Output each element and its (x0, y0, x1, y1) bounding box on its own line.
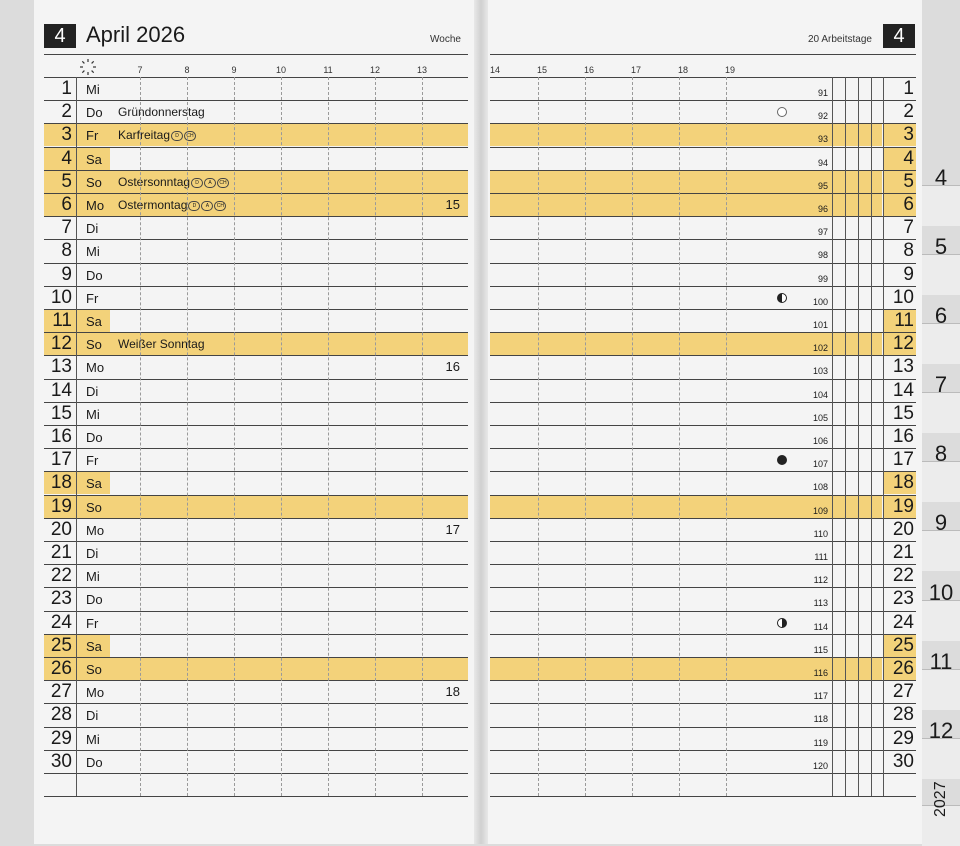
day-number-right: 6 (903, 194, 914, 215)
day-of-year: 119 (813, 738, 828, 748)
note-column-line (883, 77, 884, 796)
holiday-label: Ostermontag (118, 198, 188, 212)
row-divider-right (490, 587, 916, 588)
day-number-right: 9 (903, 264, 914, 285)
day-number: 5 (61, 171, 72, 192)
row-divider-right (490, 286, 916, 287)
month-tab-label: 11 (929, 649, 953, 674)
hour-label: 15 (536, 65, 547, 75)
day-of-year: 107 (812, 459, 828, 469)
week-label: Woche (430, 34, 461, 45)
row-divider-right (490, 100, 916, 101)
day-number-right: 14 (892, 380, 914, 401)
month-tab[interactable] (922, 530, 960, 571)
row-divider-left (44, 286, 468, 287)
month-number-right: 4 (883, 24, 915, 48)
calendar-week-number: 18 (445, 684, 460, 699)
month-tab[interactable] (922, 392, 960, 433)
weekday: Mi (86, 407, 100, 422)
hour-label: 8 (184, 65, 190, 75)
row-divider-left (44, 564, 468, 565)
day-number: 20 (50, 519, 72, 540)
holiday-highlight-left (44, 496, 468, 518)
day-of-year: 93 (817, 134, 828, 144)
holiday-name (118, 333, 205, 355)
header-rule-right (490, 54, 916, 55)
row-divider-right (490, 750, 916, 751)
weekday: So (86, 175, 102, 190)
row-divider-left (44, 355, 468, 356)
hour-gridline (281, 77, 282, 796)
day-number-right: 10 (892, 287, 914, 308)
row-divider-right (490, 239, 916, 240)
day-number-right: 27 (892, 681, 914, 702)
row-divider-right (490, 263, 916, 264)
holiday-highlight-left (44, 194, 468, 216)
hour-label: 13 (416, 65, 427, 75)
hour-gridline (632, 77, 633, 796)
note-column-line (832, 77, 833, 796)
weekday: Di (86, 221, 99, 236)
hour-label: 14 (489, 65, 500, 75)
row-divider-right (490, 564, 916, 565)
day-number-right: 2 (903, 101, 914, 122)
weekday: Sa (86, 314, 102, 329)
day-of-year: 102 (812, 343, 828, 353)
day-of-year: 97 (817, 227, 828, 237)
day-number-right: 4 (903, 148, 914, 169)
note-column-line (871, 77, 872, 796)
country-badge: CH (217, 178, 229, 188)
day-number: 29 (50, 728, 72, 749)
hour-label: 7 (137, 65, 143, 75)
page-title: April 2026 (86, 22, 186, 47)
hour-gridline (140, 77, 141, 796)
day-of-year: 96 (817, 204, 828, 214)
row-divider-left (44, 796, 468, 797)
hour-gridline (422, 77, 423, 796)
day-number: 10 (50, 287, 72, 308)
day-number-right: 7 (903, 217, 914, 238)
day-number: 23 (50, 588, 72, 609)
row-divider-right (490, 425, 916, 426)
day-number-right: 12 (892, 333, 914, 354)
row-divider-right (490, 541, 916, 542)
holiday-highlight-left (44, 171, 468, 193)
weekday: Do (86, 430, 103, 445)
day-number: 8 (61, 240, 72, 261)
holiday-label: Ostersonntag (118, 175, 191, 189)
day-number: 3 (61, 124, 72, 145)
hour-label: 16 (583, 65, 594, 75)
month-tab-label: 4 (934, 165, 948, 190)
row-divider-left (44, 703, 468, 704)
date-column-divider (76, 77, 77, 796)
day-number: 6 (61, 194, 72, 215)
day-of-year: 116 (813, 668, 828, 678)
month-tab[interactable] (922, 669, 960, 710)
day-number: 28 (50, 704, 72, 725)
day-number-right: 5 (903, 171, 914, 192)
month-tab-label: 9 (934, 510, 948, 535)
row-divider-right (490, 796, 916, 797)
day-of-year: 101 (812, 320, 828, 330)
day-number-right: 22 (892, 565, 914, 586)
row-divider-right (490, 402, 916, 403)
day-of-year: 95 (817, 181, 828, 191)
day-number-right: 18 (892, 472, 914, 493)
holiday-highlight-left (44, 658, 468, 680)
day-number: 7 (61, 217, 72, 238)
hour-gridline (375, 77, 376, 796)
holiday-name (118, 171, 229, 193)
last-moon-icon (777, 293, 787, 303)
row-divider-left (44, 727, 468, 728)
hour-gridline (328, 77, 329, 796)
weekday: Sa (86, 639, 102, 654)
day-of-year: 110 (813, 529, 828, 539)
day-number: 24 (50, 612, 72, 633)
month-tab-label: 6 (934, 303, 948, 328)
day-number: 22 (50, 565, 72, 586)
day-of-year: 112 (813, 575, 828, 585)
day-number: 27 (50, 681, 72, 702)
month-tab-label: 8 (934, 441, 948, 466)
row-divider-right (490, 703, 916, 704)
row-divider-left (44, 448, 468, 449)
holiday-name (118, 124, 196, 146)
day-number-right: 16 (892, 426, 914, 447)
hour-label: 19 (724, 65, 735, 75)
day-of-year: 118 (813, 714, 828, 724)
calendar-week-number: 15 (445, 197, 460, 212)
day-number: 21 (50, 542, 72, 563)
note-column-line (858, 77, 859, 796)
month-number-left: 4 (44, 24, 76, 48)
day-number: 15 (50, 403, 72, 424)
country-badge: A (204, 178, 216, 188)
day-of-year: 106 (812, 436, 828, 446)
row-divider-right (490, 147, 916, 148)
row-divider-right (490, 518, 916, 519)
month-tab[interactable] (922, 461, 960, 502)
note-column-line (845, 77, 846, 796)
weekday: Do (86, 105, 103, 120)
full-moon-icon (777, 107, 787, 117)
row-divider-right (490, 680, 916, 681)
day-number-right: 23 (892, 588, 914, 609)
holiday-label: Karfreitag (118, 128, 171, 142)
weekday: Mo (86, 360, 105, 375)
weekday: Mi (86, 244, 100, 259)
day-of-year: 120 (812, 761, 828, 771)
day-of-year: 108 (812, 482, 828, 492)
weekday: Mi (86, 569, 100, 584)
row-divider-right (490, 77, 916, 78)
country-badge: CH (184, 131, 196, 141)
row-divider-left (44, 100, 468, 101)
holiday-name (118, 194, 226, 216)
day-number-right: 1 (903, 78, 914, 99)
day-of-year: 91 (817, 88, 828, 98)
day-of-year: 109 (812, 506, 828, 516)
day-number-right: 15 (892, 403, 914, 424)
row-divider-left (44, 611, 468, 612)
country-badge: A (201, 201, 213, 211)
hour-gridline (679, 77, 680, 796)
row-divider-left (44, 216, 468, 217)
row-divider-right (490, 773, 916, 774)
day-number-right: 28 (892, 704, 914, 725)
weekday: Sa (86, 476, 102, 491)
day-number: 25 (50, 635, 72, 656)
holiday-label: Weißer Sonntag (118, 337, 205, 351)
day-number: 4 (61, 148, 72, 169)
hour-gridline (538, 77, 539, 796)
weekday: Sa (86, 152, 102, 167)
row-divider-right (490, 355, 916, 356)
day-number-right: 26 (892, 658, 914, 679)
day-of-year: 105 (812, 413, 828, 423)
day-of-year: 115 (813, 645, 828, 655)
row-divider-right (490, 379, 916, 380)
weekday: Mi (86, 82, 100, 97)
row-divider-left (44, 402, 468, 403)
weekday: So (86, 337, 102, 352)
month-tab[interactable] (922, 600, 960, 641)
weekday: So (86, 500, 102, 515)
holiday-name (118, 101, 205, 123)
day-number: 14 (50, 380, 72, 401)
day-number-right: 19 (892, 496, 914, 517)
row-divider-right (490, 727, 916, 728)
row-divider-left (44, 680, 468, 681)
month-tab[interactable] (922, 738, 960, 779)
day-number-right: 13 (892, 356, 914, 377)
hour-label: 10 (275, 65, 286, 75)
day-number-right: 29 (892, 728, 914, 749)
hour-gridline (726, 77, 727, 796)
weekday: Di (86, 708, 99, 723)
day-of-year: 111 (814, 552, 828, 562)
day-number-right: 30 (892, 751, 914, 772)
country-badge: D (188, 201, 200, 211)
row-divider-left (44, 425, 468, 426)
weekday: Fr (86, 453, 99, 468)
weekday: Di (86, 384, 99, 399)
sunrise-icon (78, 57, 98, 77)
weekday: Mi (86, 732, 100, 747)
hour-gridline (234, 77, 235, 796)
day-number-right: 17 (892, 449, 914, 470)
row-divider-left (44, 518, 468, 519)
workdays-label: 20 Arbeitstage (808, 34, 872, 45)
row-divider-right (490, 471, 916, 472)
weekday: Mo (86, 685, 105, 700)
day-number-right: 11 (894, 310, 914, 331)
day-of-year: 98 (817, 250, 828, 260)
holiday-highlight-left (44, 333, 468, 355)
weekday: Mo (86, 523, 105, 538)
month-tab[interactable] (922, 323, 960, 364)
row-divider-left (44, 541, 468, 542)
page-gutter (474, 0, 488, 844)
country-badge: CH (214, 201, 226, 211)
row-divider-right (490, 634, 916, 635)
day-number-right: 21 (892, 542, 914, 563)
weekday: Fr (86, 291, 99, 306)
row-divider-left (44, 587, 468, 588)
weekday: Di (86, 546, 99, 561)
calendar-week-number: 16 (445, 359, 460, 374)
day-number: 19 (50, 496, 72, 517)
day-of-year: 103 (812, 366, 828, 376)
day-number: 12 (50, 333, 72, 354)
day-of-year: 99 (817, 274, 828, 284)
row-divider-right (490, 448, 916, 449)
weekday: Do (86, 268, 103, 283)
row-divider-left (44, 263, 468, 264)
day-number: 16 (50, 426, 72, 447)
country-badge: D (191, 178, 203, 188)
day-number: 17 (50, 449, 72, 470)
day-of-year: 94 (817, 158, 828, 168)
day-number-right: 24 (892, 612, 914, 633)
weekday: Fr (86, 616, 99, 631)
hour-label: 12 (369, 65, 380, 75)
hour-label: 17 (630, 65, 641, 75)
month-tab-label: 12 (928, 718, 954, 743)
weekday: Mo (86, 198, 105, 213)
weekday: So (86, 662, 102, 677)
hour-gridline (585, 77, 586, 796)
hour-label: 18 (677, 65, 688, 75)
day-number: 2 (61, 101, 72, 122)
day-number-right: 8 (903, 240, 914, 261)
row-divider-left (44, 77, 468, 78)
month-tab-label: 10 (928, 580, 954, 605)
hour-gridline (187, 77, 188, 796)
holiday-label: Gründonnerstag (118, 105, 205, 119)
first-moon-icon (777, 618, 787, 628)
day-number: 11 (52, 310, 72, 331)
day-number-right: 20 (892, 519, 914, 540)
hour-label: 11 (323, 65, 333, 75)
weekday: Do (86, 755, 103, 770)
day-of-year: 117 (813, 691, 828, 701)
row-divider-right (490, 309, 916, 310)
header-rule-left (44, 54, 468, 55)
day-of-year: 113 (813, 598, 828, 608)
day-number: 13 (50, 356, 72, 377)
month-tab-label: 2027 (932, 781, 949, 817)
weekday: Fr (86, 128, 99, 143)
row-divider-left (44, 773, 468, 774)
country-badge: D (171, 131, 183, 141)
holiday-highlight-left (44, 124, 468, 146)
hour-label: 9 (231, 65, 237, 75)
weekday: Do (86, 592, 103, 607)
month-tab-label: 5 (934, 234, 948, 259)
month-tab[interactable] (922, 254, 960, 295)
day-of-year: 104 (812, 390, 828, 400)
row-divider-left (44, 239, 468, 240)
day-of-year: 100 (812, 297, 828, 307)
day-number-right: 25 (892, 635, 914, 656)
day-of-year: 92 (817, 111, 828, 121)
day-number-right: 3 (903, 124, 914, 145)
calendar-week-number: 17 (445, 522, 460, 537)
month-tab[interactable] (922, 185, 960, 226)
day-number: 1 (61, 78, 72, 99)
day-number: 26 (50, 658, 72, 679)
day-number: 30 (50, 751, 72, 772)
day-of-year: 114 (813, 622, 828, 632)
day-number: 9 (61, 264, 72, 285)
month-tab-label: 7 (934, 372, 948, 397)
row-divider-left (44, 379, 468, 380)
row-divider-right (490, 611, 916, 612)
row-divider-right (490, 216, 916, 217)
day-number: 18 (50, 472, 72, 493)
row-divider-left (44, 750, 468, 751)
new-moon-icon (777, 455, 787, 465)
